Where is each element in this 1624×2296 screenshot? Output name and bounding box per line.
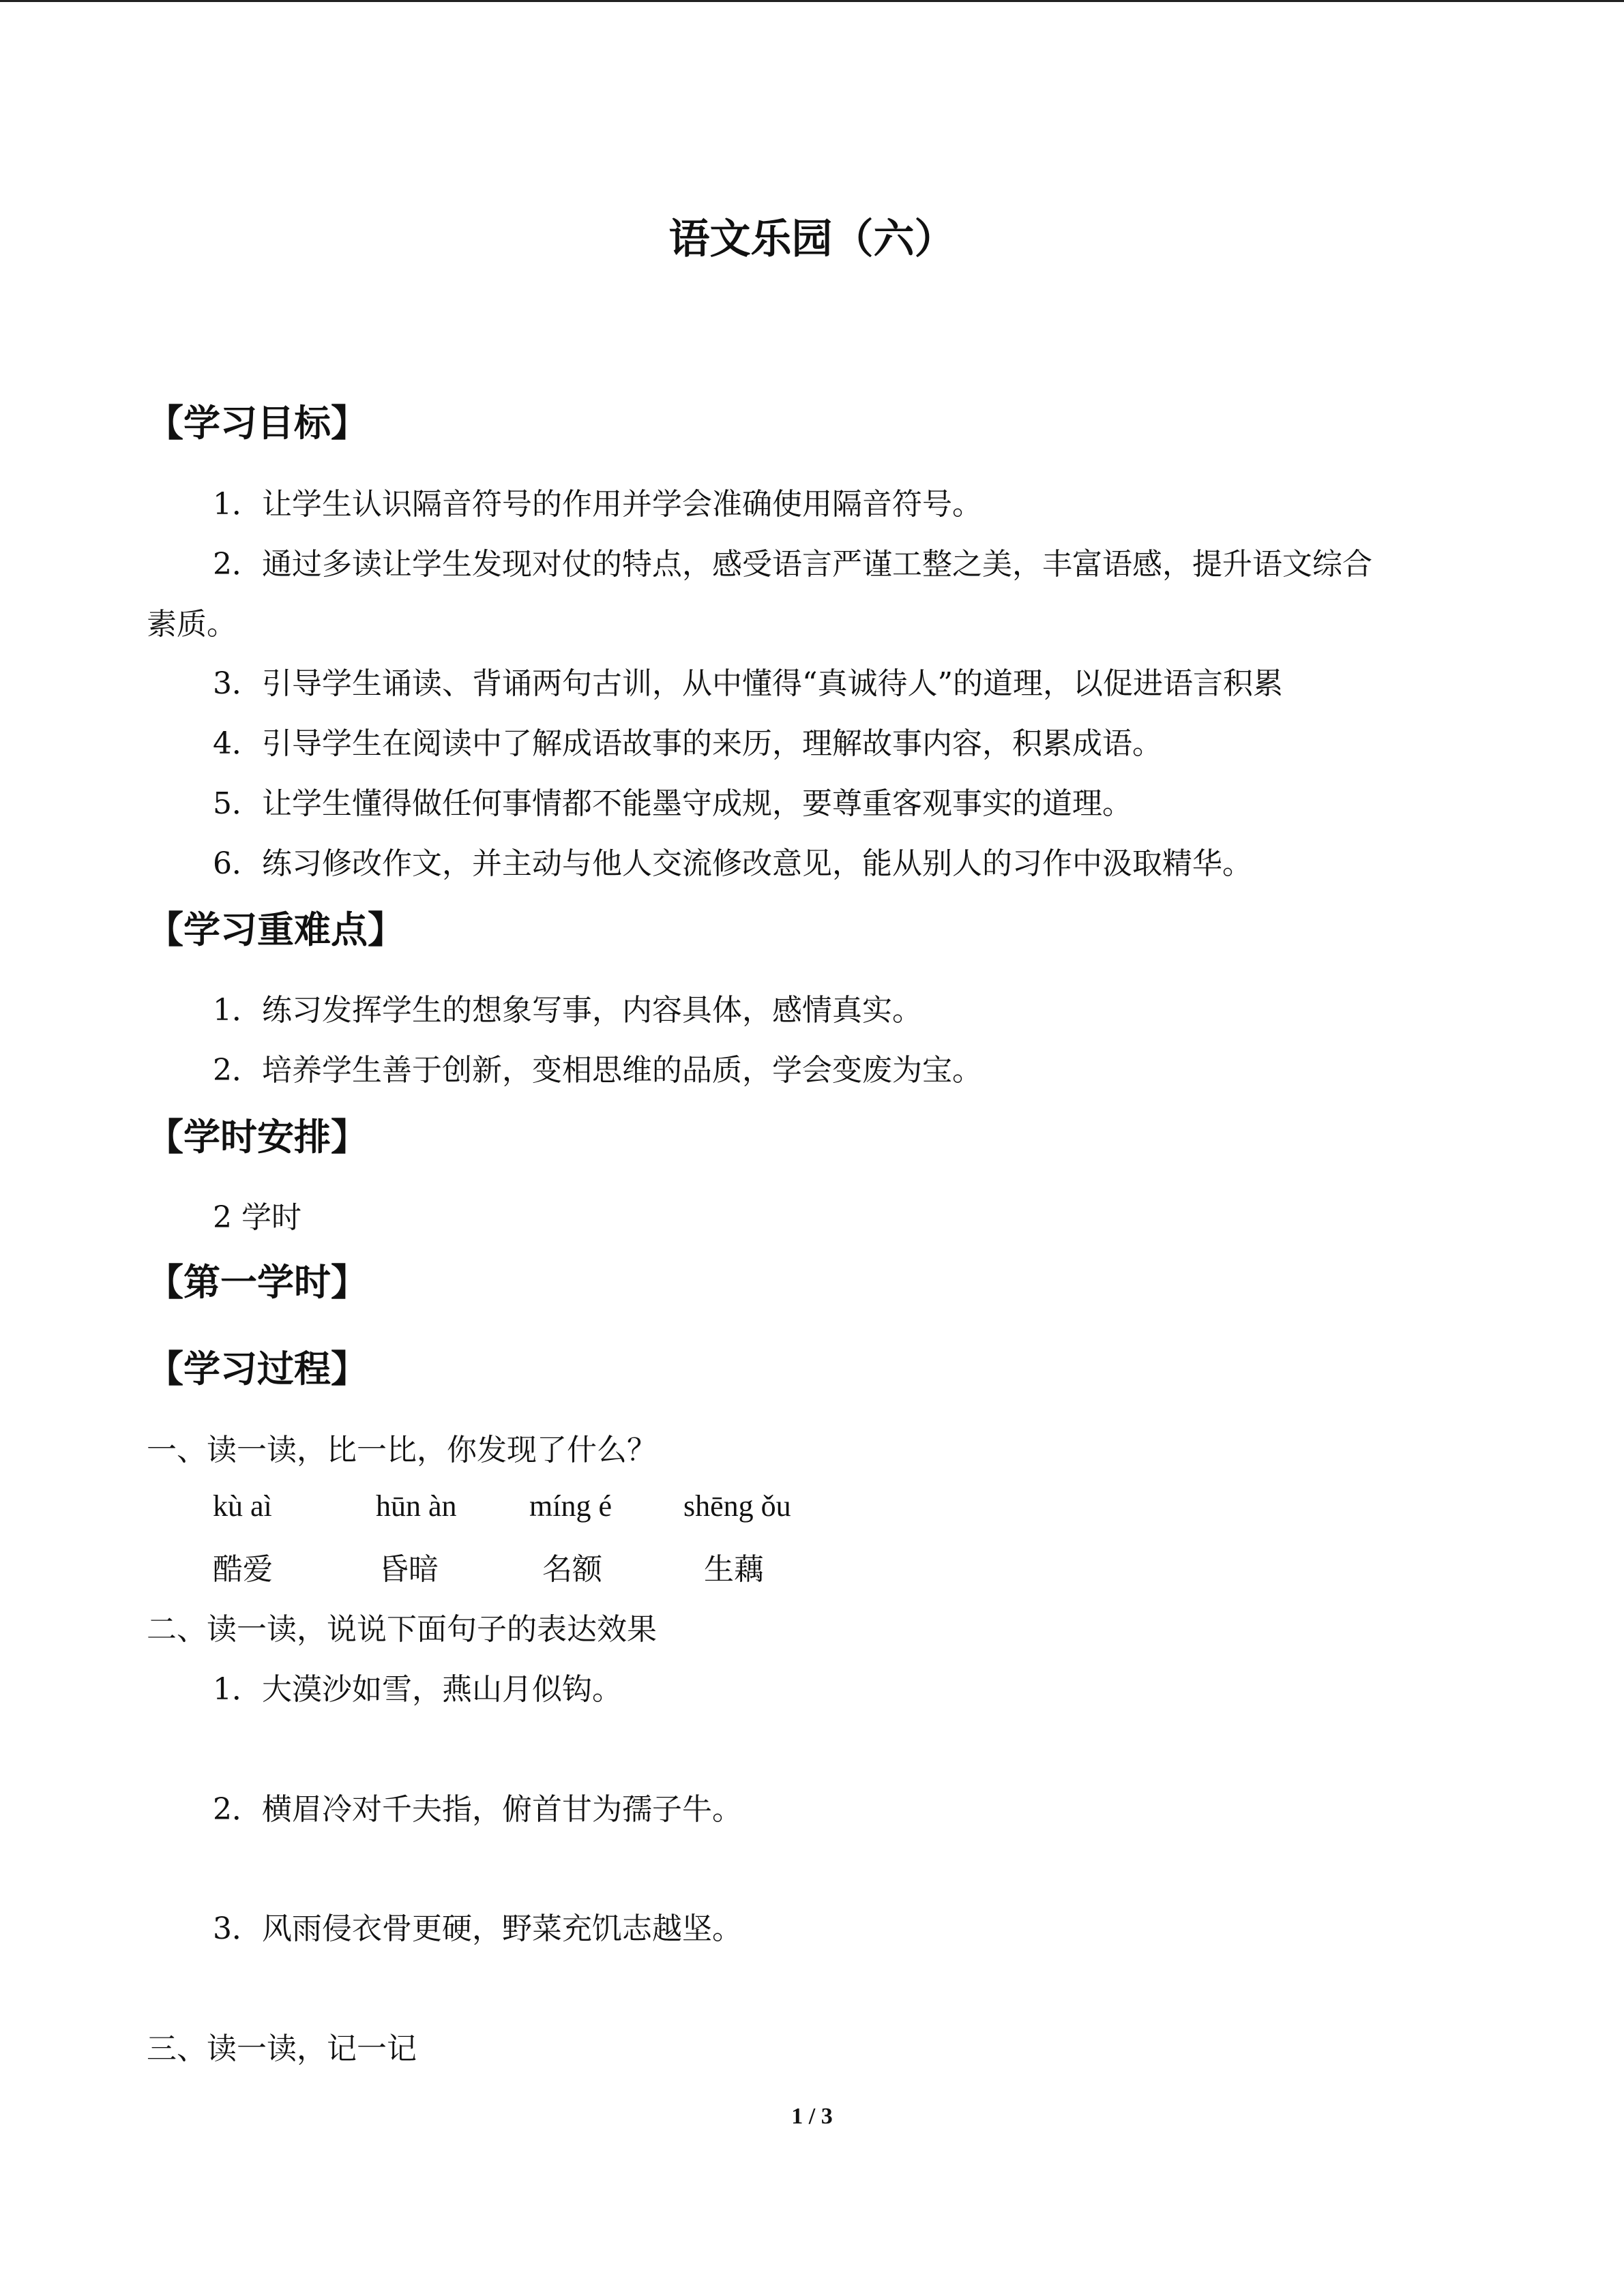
document-title: 语文乐园（六）	[668, 215, 956, 263]
sentence-item: 3．风雨侵衣骨更硬，野菜充饥志越坚。	[213, 1911, 742, 1946]
goal-item: 5．让学生懂得做任何事情都不能墨守成规，要尊重客观事实的道理。	[213, 786, 1132, 821]
page-number: 1 / 3	[791, 2104, 833, 2129]
pinyin-item: míng é	[529, 1489, 612, 1523]
goal-item-continuation: 素质。	[147, 607, 237, 642]
sentence-item: 2．横眉冷对千夫指，俯首甘为孺子牛。	[213, 1792, 742, 1827]
goal-item: 6．练习修改作文，并主动与他人交流修改意见，能从别人的习作中汲取精华。	[213, 846, 1252, 881]
schedule-text: 2 学时	[213, 1200, 301, 1235]
key-points-heading: 【学习重难点】	[147, 908, 404, 951]
goal-item: 2．通过多读让学生发现对仗的特点，感受语言严谨工整之美，丰富语感，提升语文综合	[213, 547, 1372, 582]
part3-title: 三、读一读，记一记	[147, 2031, 417, 2066]
process-heading: 【学习过程】	[147, 1347, 368, 1390]
key-point-item: 1．练习发挥学生的想象写事，内容具体，感情真实。	[213, 993, 922, 1028]
goals-heading: 【学习目标】	[147, 401, 368, 445]
key-point-item: 2．培养学生善于创新，变相思维的品质，学会变废为宝。	[213, 1053, 982, 1088]
word-item: 生藕	[704, 1552, 764, 1587]
schedule-heading: 【学时安排】	[147, 1115, 368, 1159]
word-item: 名额	[542, 1552, 602, 1587]
word-item: 昏暗	[379, 1552, 439, 1587]
word-item: 酷爱	[213, 1552, 273, 1587]
first-period-heading: 【第一学时】	[147, 1260, 368, 1304]
part2-title: 二、读一读，说说下面句子的表达效果	[147, 1612, 657, 1647]
goal-item: 3．引导学生诵读、背诵两句古训，从中懂得“真诚待人”的道理，以促进语言积累	[213, 666, 1283, 701]
pinyin-item: kù aì	[213, 1489, 272, 1523]
pinyin-item: hūn àn	[376, 1489, 457, 1523]
sentence-item: 1．大漠沙如雪，燕山月似钩。	[213, 1672, 622, 1707]
pinyin-item: shēng ǒu	[683, 1489, 791, 1523]
goal-item: 4．引导学生在阅读中了解成语故事的来历，理解故事内容，积累成语。	[213, 726, 1162, 761]
part1-title: 一、读一读，比一比，你发现了什么？	[147, 1433, 657, 1467]
goal-item: 1．让学生认识隔音符号的作用并学会准确使用隔音符号。	[213, 487, 982, 522]
